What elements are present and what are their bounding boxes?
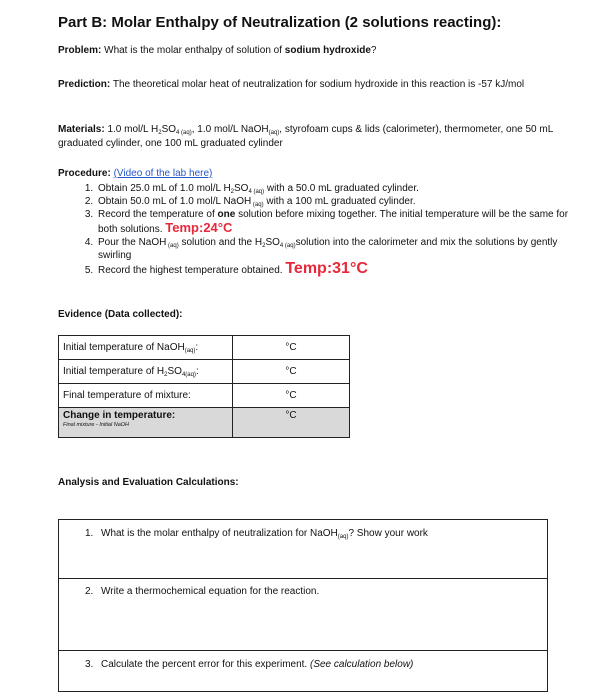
question-number: 2. [85, 586, 94, 597]
question-text: Write a thermochemical equation for the reaction. [101, 586, 320, 597]
evidence-heading: Evidence (Data collected): [58, 309, 183, 320]
question-text: Calculate the percent error for this experiment. [101, 659, 308, 670]
table-row [59, 336, 350, 360]
initial-temp-annotation: Temp:24°C [165, 220, 233, 235]
step-text: with a 100 mL graduated cylinder. [263, 196, 416, 207]
step-text: Obtain 50.0 mL of 1.0 mol/L NaOH [98, 196, 252, 207]
label-text: Initial temperature of NaOH [63, 342, 185, 353]
sub: 4(aq) [181, 372, 196, 378]
label-text: Change in temperature: [63, 410, 176, 421]
problem-text-end: ? [370, 45, 377, 56]
question-2-cell[interactable] [59, 579, 548, 651]
temp-input-cell[interactable]: °C [233, 336, 350, 360]
row-note: Final mixture - Initial NaOH [63, 422, 130, 428]
procedure-steps [58, 182, 586, 277]
sub: 4 (aq) [279, 243, 296, 249]
procedure-step-4 [96, 236, 586, 262]
sub: 4 (aq) [176, 130, 192, 136]
problem-statement [58, 44, 558, 58]
problem-text: What is the molar enthalpy of solution of [104, 45, 282, 56]
sub: 2 [262, 243, 266, 249]
label-colon: : [195, 342, 199, 353]
step-text: Obtain 25.0 mL of 1.0 mol/L H [98, 183, 231, 194]
row-label [59, 336, 233, 360]
procedure-step-5 [96, 262, 586, 277]
procedure-step-3 [96, 208, 586, 236]
question-text: ? Show your work [348, 528, 428, 539]
question-note: (See calculation below) [310, 659, 414, 670]
temp-input-cell[interactable]: °C [233, 408, 350, 438]
question-number: 1. [85, 528, 94, 539]
sub: (aq) [184, 348, 196, 354]
materials-acid-mid: SO [161, 124, 177, 135]
question-number: 3. [85, 659, 94, 670]
procedure-step-2 [96, 195, 586, 208]
table-row [59, 579, 548, 651]
prediction-label: Prediction: [58, 79, 111, 90]
step-bold-text: one [217, 209, 236, 220]
sub: (aq) [166, 243, 179, 249]
row-label [59, 360, 233, 384]
row-label: Final temperature of mixture: [59, 384, 233, 408]
video-link[interactable]: (Video of the lab here) [113, 168, 213, 179]
sub: 2 [164, 372, 168, 378]
step-text: SO [265, 237, 280, 248]
problem-bold-text: sodium hydroxide [284, 45, 371, 56]
step-text: solution and the H [178, 237, 263, 248]
table-row [59, 520, 548, 579]
materials-acid: 1.0 mol/L H [107, 124, 159, 135]
temp-input-cell[interactable]: °C [233, 384, 350, 408]
step-text: Record the temperature of [98, 209, 215, 220]
step-text: Pour the NaOH [98, 237, 167, 248]
sub: 2 [230, 189, 235, 195]
label-colon: : [195, 366, 199, 377]
procedure-step-1 [96, 182, 586, 195]
analysis-table [58, 519, 548, 692]
prediction-text: The theoretical molar heat of neutralization for sodium hydroxide in this reaction is -57 kJ/mol [112, 79, 525, 90]
sub: (aq) [251, 202, 264, 208]
prediction-statement [58, 78, 558, 92]
materials-label: Materials: [58, 124, 105, 135]
analysis-heading: Analysis and Evaluation Calculations: [58, 477, 239, 488]
page-title: Part B: Molar Enthalpy of Neutralization (2 solutions reacting): [58, 14, 502, 31]
sub: (aq) [337, 534, 349, 540]
label-text: Initial temperature of H [63, 366, 165, 377]
materials-rest: , styrofoam cups & lids (calorimeter), thermometer, one 50 mL graduated cylinder, one 100 mL graduated cylinder [58, 124, 553, 149]
table-row [59, 408, 350, 438]
question-1-cell[interactable] [59, 520, 548, 579]
label-text: SO [167, 366, 182, 377]
materials-base: , 1.0 mol/L NaOH [191, 124, 269, 135]
sub: 4 (aq) [248, 189, 265, 195]
step-text: solution before mixing together. The initial temperature will be the same for both solutions. [98, 209, 569, 235]
table-row [59, 360, 350, 384]
sub: (aq) [268, 130, 280, 136]
problem-label: Problem: [58, 45, 102, 56]
question-text: What is the molar enthalpy of neutralization for NaOH [101, 528, 338, 539]
table-row [59, 384, 350, 408]
question-3-cell[interactable] [59, 651, 548, 692]
sub: 2 [158, 130, 162, 136]
final-temp-annotation: Temp:31°C [285, 260, 368, 277]
procedure-heading [58, 168, 212, 179]
step-text: SO [234, 183, 249, 194]
step-text: with a 50.0 mL graduated cylinder. [264, 183, 419, 194]
procedure-label: Procedure: [58, 168, 111, 179]
temp-input-cell[interactable]: °C [233, 360, 350, 384]
step-text: solution into the calorimeter and mix the solutions by gently swirling [98, 237, 558, 261]
evidence-table [58, 335, 350, 438]
materials-statement [58, 123, 558, 151]
step-text: Record the highest temperature obtained. [98, 265, 283, 276]
table-row [59, 651, 548, 692]
row-label [59, 408, 233, 438]
